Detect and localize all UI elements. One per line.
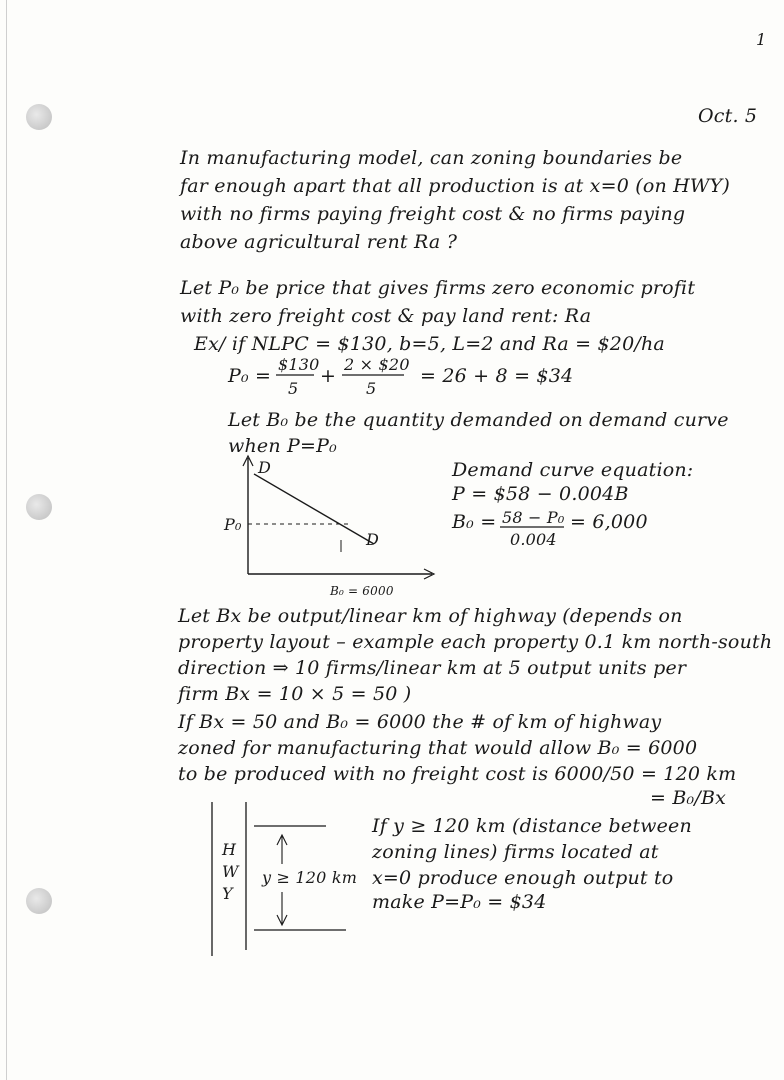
conclusion-line: If y ≥ 120 km (distance between xyxy=(372,815,692,837)
question-line: In manufacturing model, can zoning boundaries be xyxy=(180,147,683,169)
demand-title: Demand curve equation: xyxy=(452,459,694,481)
question-line: far enough apart that all production is at x=0 (on HWY) xyxy=(180,175,731,197)
b0-def-line: when P=P₀ xyxy=(228,435,337,457)
formula-result: = 26 + 8 = $34 xyxy=(420,365,574,387)
formula-frac2-num: 2 × $20 xyxy=(344,355,410,374)
bx-line: property layout – example each property 0.1 km north-south xyxy=(178,631,773,653)
p0-def-line: Let P₀ be price that gives firms zero economic profit xyxy=(180,277,696,299)
question-line: above agricultural rent Ra ? xyxy=(180,231,458,253)
conclusion-line: make P=P₀ = $34 xyxy=(372,891,547,913)
bx-line: Let Bx be output/linear km of highway (depends on xyxy=(178,605,683,627)
bx-line: firm Bx = 10 × 5 = 50 ) xyxy=(178,683,412,705)
demand-eq: P = $58 − 0.004B xyxy=(452,483,629,505)
formula-lhs: P₀ = xyxy=(228,365,272,387)
formula-frac1-den: 5 xyxy=(288,379,299,398)
graph-b0-label: B₀ = 6000 xyxy=(330,584,394,598)
demand-b0-lhs: B₀ = xyxy=(452,511,497,533)
conclusion-line: zoning lines) firms located at xyxy=(372,841,659,863)
ratio-line: = B₀/Bx xyxy=(650,787,727,809)
demand-b0-den: 0.004 xyxy=(510,530,557,549)
graph-d-top: D xyxy=(258,458,272,477)
demand-b0-num: 58 − P₀ xyxy=(502,508,565,527)
page-number: 1 xyxy=(756,30,767,49)
question-line: with no firms paying freight cost & no firms paying xyxy=(180,203,686,225)
conclusion-line: x=0 produce enough output to xyxy=(372,867,674,889)
bx-line: direction ⇒ 10 firms/linear km at 5 output units per xyxy=(178,657,687,679)
formula-frac2-den: 5 xyxy=(366,379,377,398)
y-distance-label: y ≥ 120 km xyxy=(262,868,358,887)
example-line: Ex/ if NLPC = $130, b=5, L=2 and Ra = $20/ha xyxy=(194,333,665,355)
formula-frac1-num: $130 xyxy=(278,355,320,374)
demand-b0-result: = 6,000 xyxy=(570,511,648,533)
b0-def-line: Let B₀ be the quantity demanded on demand curve xyxy=(228,409,729,431)
graph-d-bottom: D xyxy=(366,530,380,549)
graph-p0-label: P₀ xyxy=(224,515,242,534)
zoning-line: If Bx = 50 and B₀ = 6000 the # of km of highway xyxy=(178,711,662,733)
zoning-line: zoned for manufacturing that would allow B₀ = 6000 xyxy=(178,737,698,759)
p0-def-line: with zero freight cost & pay land rent: Ra xyxy=(180,305,592,327)
hwy-letter: Y xyxy=(222,884,233,903)
date: Oct. 5 xyxy=(698,105,758,127)
zoning-line: to be produced with no freight cost is 6000/50 = 120 km xyxy=(178,763,737,785)
hwy-letter: W xyxy=(222,862,239,881)
formula-plus: + xyxy=(320,365,337,387)
hwy-letter: H xyxy=(222,840,237,859)
